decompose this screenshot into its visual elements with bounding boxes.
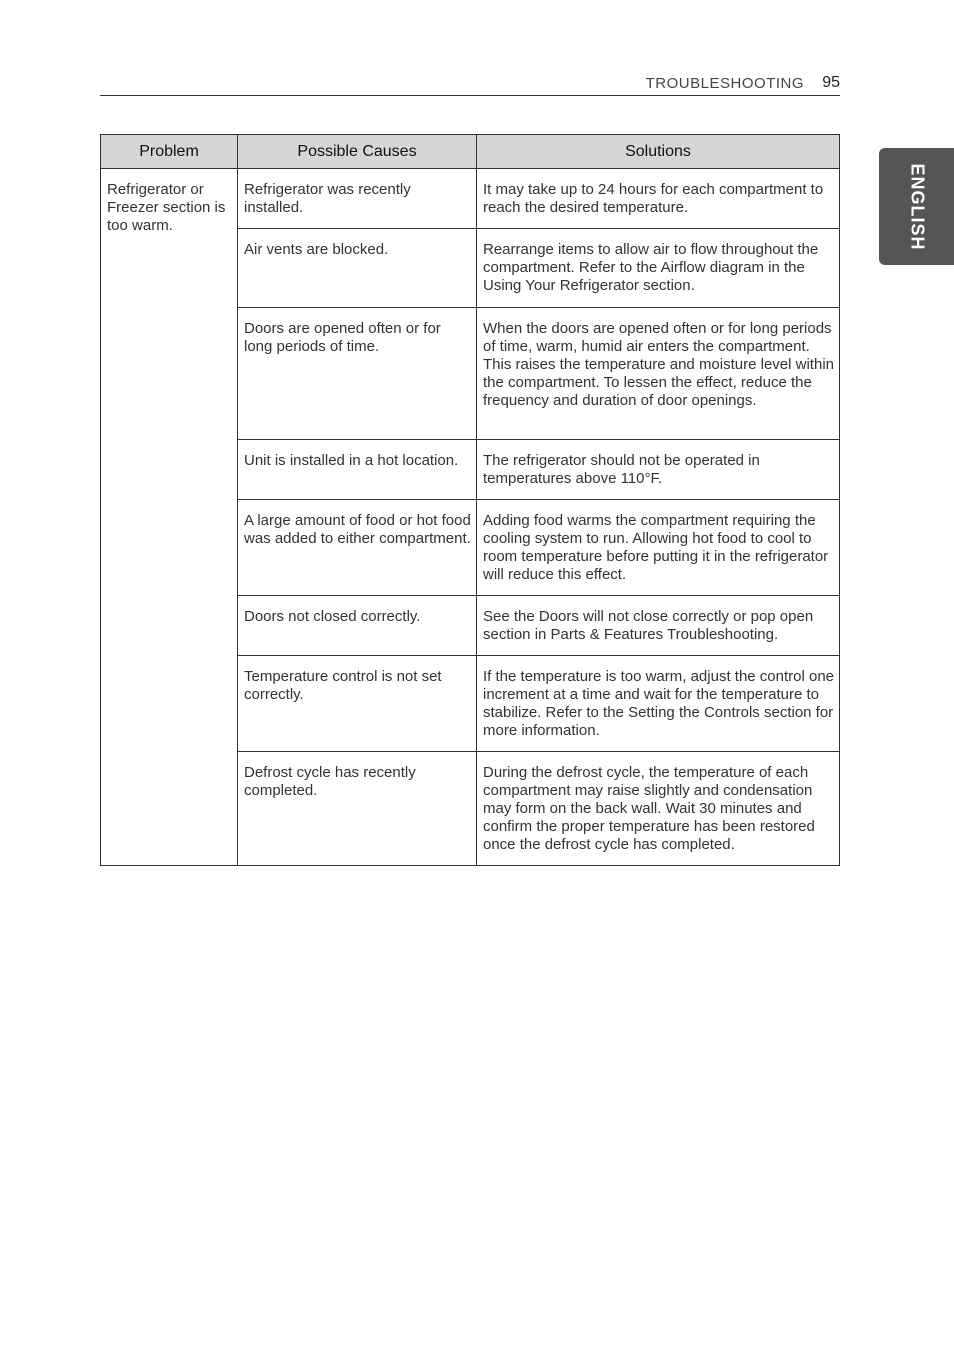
solution-cell: Adding food warms the compartment requiring the cooling system to run. Allowing hot food to cool to room temperature before putting it in the refrigerator will reduce this effect. [477,500,840,596]
cause-cell: Unit is installed in a hot location. [238,440,477,500]
page-number: 95 [822,74,840,91]
cause-cell: A large amount of food or hot food was added to either compartment. [238,500,477,596]
solution-cell: Rearrange items to allow air to flow throughout the compartment. Refer to the Airflow diagram in the Using Your Refrigerator section. [477,229,840,308]
column-header-causes: Possible Causes [238,135,477,169]
cause-cell: Doors are opened often or for long periods of time. [238,308,477,440]
problem-cell: Refrigerator or Freezer section is too warm. [101,169,238,866]
solution-cell: The refrigerator should not be operated in temperatures above 110°F. [477,440,840,500]
language-tab[interactable] [879,148,954,265]
troubleshooting-table [100,134,840,866]
solution-cell: See the Doors will not close correctly or pop open section in Parts & Features Troubleshooting. [477,596,840,656]
table-header-row [101,135,840,169]
cause-cell: Doors not closed correctly. [238,596,477,656]
solution-cell: When the doors are opened often or for long periods of time, warm, humid air enters the compartment. This raises the temperature and moisture level within the compartment. To lessen the effect, reduce the frequency and duration of door openings. [477,308,840,440]
column-header-problem: Problem [101,135,238,169]
solution-cell: During the defrost cycle, the temperature of each compartment may raise slightly and condensation may form on the back wall. Wait 30 minutes and confirm the proper temperature has been restored once the defrost cycle has completed. [477,752,840,866]
solution-cell: It may take up to 24 hours for each compartment to reach the desired temperature. [477,169,840,229]
cause-cell: Temperature control is not set correctly. [238,656,477,752]
language-tab-label: ENGLISH [907,162,927,251]
cause-cell: Refrigerator was recently installed. [238,169,477,229]
table-row [101,169,840,229]
page-header [100,72,840,96]
cause-cell: Air vents are blocked. [238,229,477,308]
solution-cell: If the temperature is too warm, adjust the control one increment at a time and wait for the temperature to stabilize. Refer to the Setting the Controls section for more information. [477,656,840,752]
section-title: TROUBLESHOOTING [645,75,804,92]
cause-cell: Defrost cycle has recently completed. [238,752,477,866]
column-header-solutions: Solutions [477,135,840,169]
